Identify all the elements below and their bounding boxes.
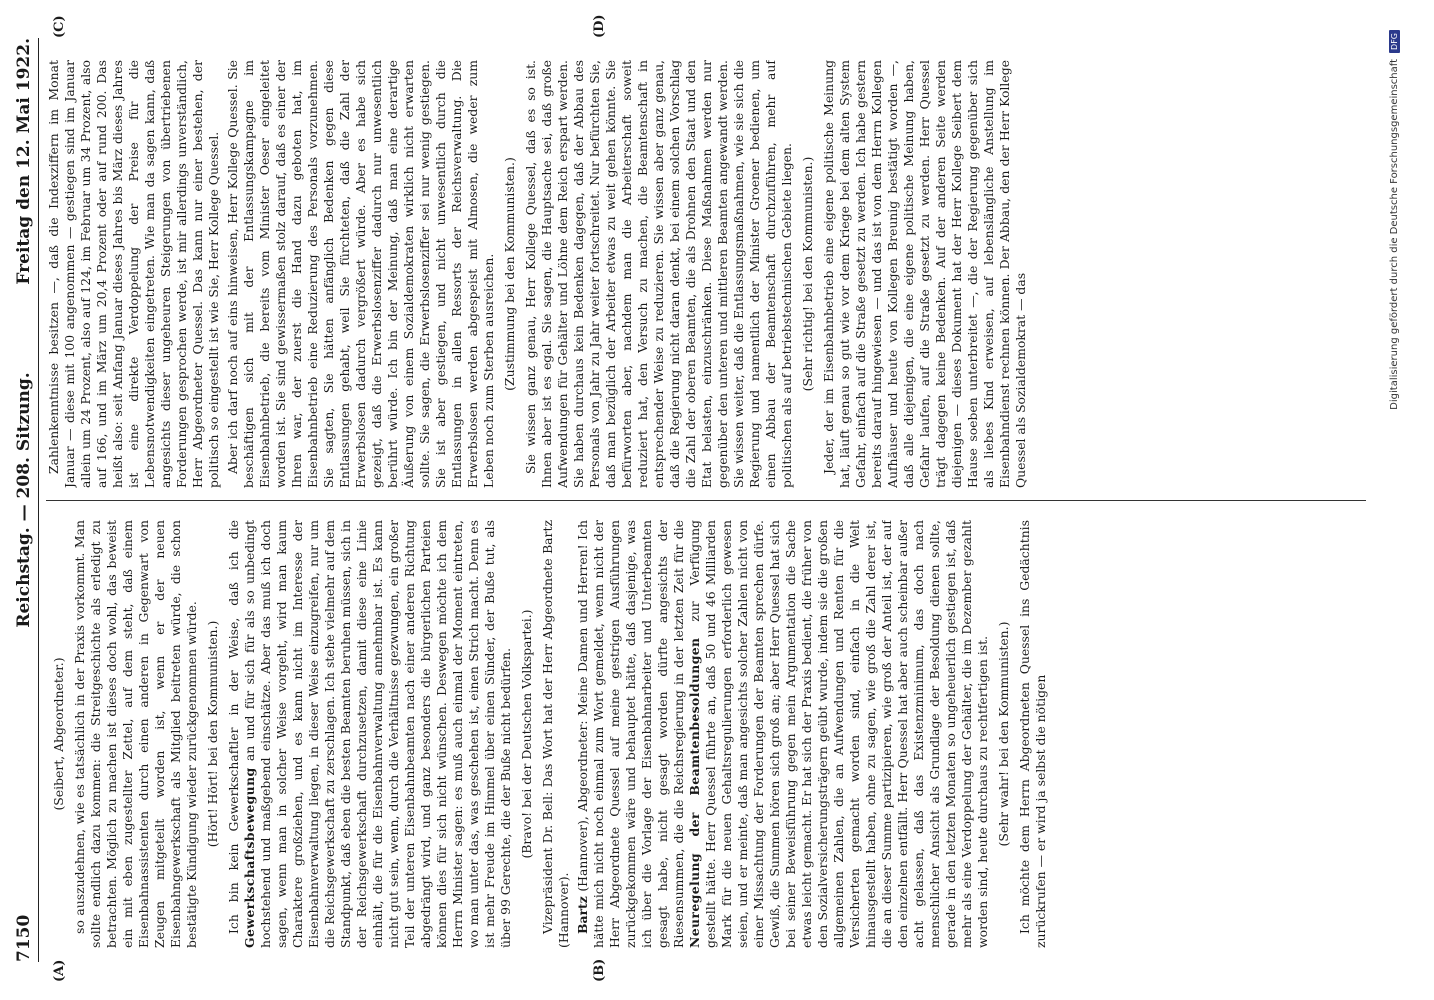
speaker-name: Bartz [575,896,590,934]
margin-mark-d: (D) [592,14,607,38]
left-column [46,520,1366,948]
interjection: (Bravo! bei der Deutschen Volkspartei.) [519,609,534,859]
emphasis: Neuregelung der Beamtenbesoldungen [687,637,702,948]
digitization-credit [1389,30,1400,948]
text: Ich bin kein Gewerkschaftler in der Weise, daß ich die [226,520,241,934]
text: an und für sich für als so unbedingt hochstehend und maßgebend einschätze. Aber das muß ich doch sagen, wenn man in solcher Weise vorgeht, wird man kaum Charaktere großziehen, und es kann nicht im Interesse der Eisenbahnverwaltung liegen, in dieser Weise einzugreifen, nur um die Reichsgewerkschaft zu zerschlagen. Ich stehe vielmehr auf dem Standpunkt, daß eben die besten Beamten beruhen müssen, sich in der Reichsgewerkschaft durchzusetzen, damit diese eine Linie einhält, die für die Eisenbahnverwaltung annehmbar ist. Es kann nicht gut sein, wenn, durch die Verhältnisse gezwungen, ein großer Teil der unteren Eisenbahnbeamten nach einer anderen Richtung abgedrängt wird, und ganz besonders die bürgerlichen Parteien können dies für sich nicht wünschen. Deswegen möchte ich dem Herrn Minister sagen: es muß auch einmal der Moment eintreten, wo man unter das, was geschehen ist, einen Strich macht. Denn es ist mehr Freude im Himmel über einen Sünder, der Buße tut, als über 99 Gerechte, die der Buße nicht bedürfen. [242,520,513,948]
margin-mark-c: (C) [52,15,67,38]
margin-mark-b: (B) [592,958,607,982]
credit-text: Digitalisierung gefördert durch die Deutsche Forschungsgemeinschaft [1389,58,1400,410]
paragraph: Aber ich darf noch auf eins hinweisen, Herr Kollege Quessel. Sie beschäftigen sich mit der Entlassungskampagne im Eisenbahnbetrieb, die bereits vom Minister Oeser eingeleitet worden ist. Sie sind gewissermaßen stolz darauf, daß es einer der Ihren war, der zuerst die Hand dazu geboten hat, im Eisenbahnbetrieb eine Reduzierung des Personals vorzunehmen. Sie sagten, Sie hätten anfänglich Bedenken gegen diese Entlassungen gehabt, weil Sie fürchteten, daß die Zahl der Erwerbslosen dadurch vergrößert würde. Aber es habe sich gezeigt, daß die Erwerbslosenziffer dadurch nur unwesentlich berührt würde. Ich bin der Meinung, daß man eine derartige Äußerung von einem Sozialdemokraten wirklich nicht erwarten sollte. Sie sagen, die Erwerbslosenziffer sei nur wenig gestiegen. Sie ist aber gestiegen, und nicht unwesentlich durch die Entlassungen in allen Ressorts der Reichsverwaltung. Die Erwerbslosen werden abgespeist mit Almosen, die weder zum Leben noch zum Sterben ausreichen. [225,60,496,488]
speaker-line: (Seibert, Abgeordneter.) [51,657,66,811]
paragraph [226,520,514,948]
paragraph: Jeder, der im Eisenbahnbetrieb eine eigene politische Meinung hat, läuft genau so gut wie vor dem Kriege bei dem alten System Gefahr, einfach auf die Straße gesetzt zu werden. Ich habe gestern bereits darauf hingewiesen — und das ist von dem Herrn Kollegen Aufhäuser und heute von Kollegen Breunig bestätigt worden —, daß alle diejenigen, die eine eigene politische Meinung haben, Gefahr laufen, auf die Straße gesetzt zu werden. Herr Quessel trägt dagegen keine Bedenken. Auf der anderen Seite werden diejenigen — dieses Dokument hat der Herr Kollege Seibert dem Hause soeben unterbreitet —, die der Regierung gegenüber sich als liebes Kind erweisen, auf lebenslängliche Anstellung im Eisenbahndienst rechnen können. Der Abbau, den der Herr Kollege Quessel als Sozialdemokrat — das [821,60,1028,488]
interjection: (Sehr wahr! bei den Kommunisten.) [996,621,1011,847]
interjection: (Zustimmung bei den Kommunisten.) [502,157,517,391]
paragraph: Vizepräsident Dr. Bell: Das Wort hat der Herr Abgeordnete Bartz (Hannover). [540,520,571,948]
page-number: 7150 [14,914,34,962]
text: (Hannover), Abgeordneter: Meine Damen und Herren! Ich hätte mich nicht noch einmal zum Wort gemeldet, wenn nicht der Herr Abgeordnete Quessel auf meine gestrigen Ausführungen zurückgekommen wäre und behauptet hätte, daß dasjenige, was ich über die Vorlage der Eisenbahnarbeiter und Unterbeamten gesagt habe, nicht gesagt worden dürfte angesichts der Riesensummen, die die Reichsregierung in der letzten Zeit für die [575,520,686,948]
margin-mark-a: (A) [52,959,67,982]
paragraph [575,520,991,948]
text: zur Verfügung gestellt hätte. Herr Quessel führte an, daß 50 und 46 Milliarden Mark für die neuen Gehaltsregulierungen erforderlich gewesen seien, und er meinte, daß man angesichts solcher Zahlen nicht von einer Missachtung der Forderungen der Beamten sprechen dürfe. Gewiß, die Summen hören sich groß an; aber Herr Quessel hat sich bei seiner Beweisführung gegen mein Argumentation die Sache etwas leicht gemacht. Er hat sich der Praxis bedient, die früher von den Sozialversicherungsträgern geübt wurde, indem sie die großen allgemeinen Zahlen, die an Aufwendungen und Renten für die Versicherten gemacht worden sind, einfach in die Welt hinausgestellt haben, ohne zu sagen, wie groß die Zahl derer ist, die an dieser Summe partizipieren, wie groß der Anteil ist, der auf den einzelnen entfällt. Herr Quessel hat aber auch scheinbar außer acht gelassen, daß das Existenzminimum, das doch nach menschlicher Ansicht als Grundlage der Besoldung dienen sollte, gerade in den letzten Monaten so ungeheuerlich gestiegen ist, daß mehr als eine Verdoppelung der Gehälter, die im Dezember gezahlt worden sind, heute durchaus zu rechtfertigen ist. [687,520,990,948]
dfg-logo: DFG [1389,30,1400,53]
page-title: Reichstag. — 208. Sitzung. [14,372,34,628]
paragraph: so auszudehnen, wie es tatsächlich in der Praxis vorkommt. Man sollte endlich dazu kommen: die Streitgeschichte als erledigt zu betrachten. Möglich zu machen ist dieses doch wohl, das beweist ein mit eben zugestellter Zettel, auf dem steht, daß einem Eisenbahnassistenten durch einen anderen in Gegenwart von Zeugen mitgeteilt worden ist, wenn er der neuen Eisenbahngewerkschaft als Mitglied beitreten würde, die schon bestätigte Kündigung wieder zurückgenommen würde. [72,520,199,948]
emphasis: Gewerkschaftsbewegung [242,767,257,948]
paragraph: Zahlenkenntnisse besitzen —, daß die Indexziffern im Monat Januar — diese mit 100 angenommen — gestiegen sind im Januar allein um 24 Prozent, also auf 124, im Februar um 34 Prozent, also auf 166, und im März um 20,4 Prozent oder auf rund 200. Das heißt also: seit Anfang Januar dieses Jahres bis März dieses Jahres ist eine direkte Verdoppelung der Preise für die Lebensnotwendigkeiten eingetreten. Wie man da sagen kann, daß angesichts dieser ungeheuren Steigerungen von übertriebenen Forderungen gesprochen werde, ist mir allerdings unverständlich, Herr Abgeordneter Quessel. Das kann nur einer bestehen, der politisch so eingestellt ist wie Sie, Herr Kollege Quessel. [46,60,221,488]
interjection: (Sehr richtig! bei den Kommunisten.) [800,156,815,392]
interjection: (Hört! Hört! bei den Kommunisten.) [205,620,220,848]
page-header [12,38,39,962]
column-divider [46,500,1366,501]
paragraph: Ich möchte dem Herrn Abgeordneten Quessel ins Gedächtnis zurückrufen — er wird ja selbst die nötigen [1017,520,1048,948]
right-column [46,60,1366,488]
session-date: Freitag den 12. Mai 1922. [14,38,34,285]
paragraph: Sie wissen ganz genau, Herr Kollege Quessel, daß es so ist. Ihnen aber ist es egal. Sie sagen, die Hauptsache sei, daß große Aufwendungen für Gehälter und Löhne dem Reich erspart werden. Sie haben durchaus kein Bedenken dagegen, daß der Abbau des Personals von Jahr zu Jahr weiter fortschreitet. Nur befürchten Sie, daß man bezüglich der Arbeiter etwas zu weit gehen könnte. Sie befürworten aber, nachdem man die Arbeiterschaft soweit reduziert hat, den Versuch zu machen, die Beamtenschaft in entsprechender Weise zu reduzieren. Sie wissen aber ganz genau, daß die Regierung nicht daran denkt, bei einem solchen Vorschlag die Zahl der oberen Beamten, die als Drohnen den Staat und den Etat belasten, einzuschränken. Diese Maßnahmen werden nur gegenüber den unteren und mittleren Beamten angewandt werden. Sie wissen weiter, daß die Entlassungsmaßnahmen, wie sie sich die Regierung und namentlich der Minister Groener bedienen, um einen Abbau der Beamtenschaft durchzuführen, mehr auf politischen als auf betriebstechnischen Gebiete liegen. [523,60,794,488]
